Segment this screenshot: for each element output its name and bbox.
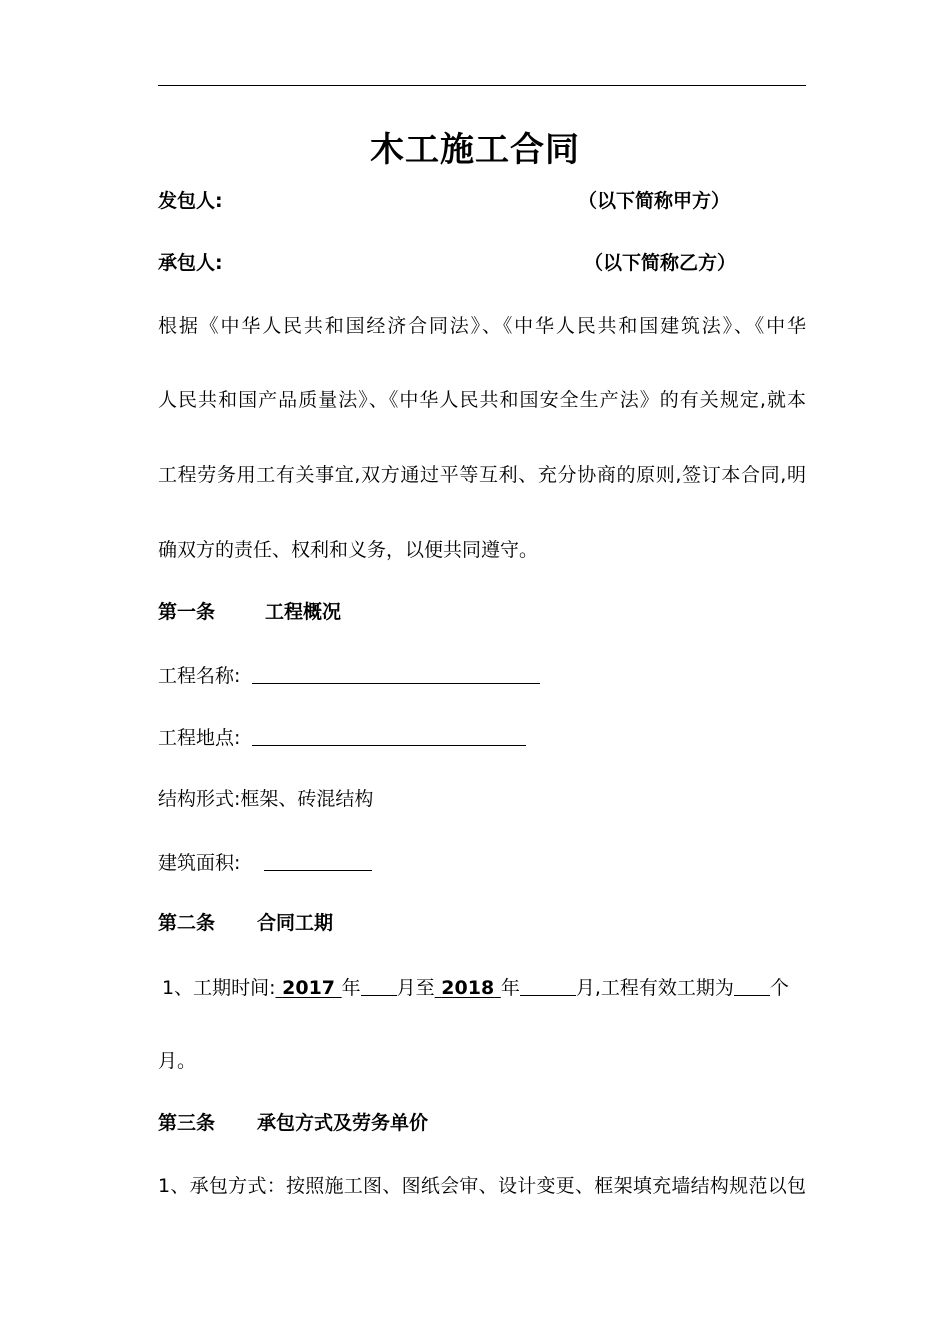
start-month-blank [361, 975, 397, 996]
duration-row [162, 973, 789, 1001]
document-title: 木工施工合同 [370, 130, 580, 170]
article-3-number: 第三条 [158, 1112, 216, 1134]
project-name-label: 工程名称: [158, 665, 241, 687]
article-2-heading [158, 910, 333, 936]
article-3-heading [158, 1110, 428, 1136]
employer-note: （以下简称甲方） [578, 190, 731, 212]
contractor-label: 承包人: [158, 252, 223, 274]
project-name-blank [252, 663, 540, 684]
unit-ge: 个 [769, 977, 789, 999]
article-2-number: 第二条 [158, 912, 216, 934]
employer-label: 发包人: [158, 190, 223, 212]
article-1-number: 第一条 [158, 601, 216, 623]
intro-line-4: 确双方的责任、权利和义务，以便共同遵守。 [158, 539, 539, 561]
intro-line-3: 工程劳务用工有关事宜,双方通过平等互利、充分协商的原则,签订本合同,明 [158, 464, 806, 486]
year-char-2: 年 [500, 977, 520, 999]
article-2-title: 合同工期 [257, 912, 334, 934]
article-3-title: 承包方式及劳务单价 [257, 1112, 429, 1134]
project-name-row [158, 661, 540, 689]
intro-line-2: 人民共和国产品质量法》、《中华人民共和国安全生产法》的有关规定,就本 [158, 389, 806, 411]
building-area-label: 建筑面积: [158, 852, 241, 874]
start-year: 2017 [282, 977, 336, 999]
end-year: 2018 [441, 977, 495, 999]
project-location-blank [252, 725, 526, 746]
article-1-title: 工程概况 [265, 601, 342, 623]
project-location-label: 工程地点: [158, 727, 241, 749]
building-area-blank [264, 850, 372, 871]
duration-blank [734, 975, 770, 996]
building-area-row [158, 848, 372, 876]
end-month-blank [520, 975, 576, 996]
year-char-1: 年 [341, 977, 361, 999]
project-location-row [158, 723, 526, 751]
structure-type: 结构形式:框架、砖混结构 [158, 788, 374, 810]
duration-prefix: 1、工期时间: [162, 977, 276, 999]
month-effective: 月,工程有效工期为 [575, 977, 734, 999]
duration-line-2: 月。 [158, 1050, 197, 1072]
intro-line-1: 根据《中华人民共和国经济合同法》、《中华人民共和国建筑法》、《中华 [158, 315, 806, 337]
month-to: 月至 [396, 977, 435, 999]
header-rule [158, 85, 806, 86]
contractor-note: （以下简称乙方） [584, 252, 737, 274]
article-1-heading [158, 599, 341, 625]
contract-method-line: 1、承包方式：按照施工图、图纸会审、设计变更、框架填充墙结构规范以包 [158, 1175, 806, 1197]
